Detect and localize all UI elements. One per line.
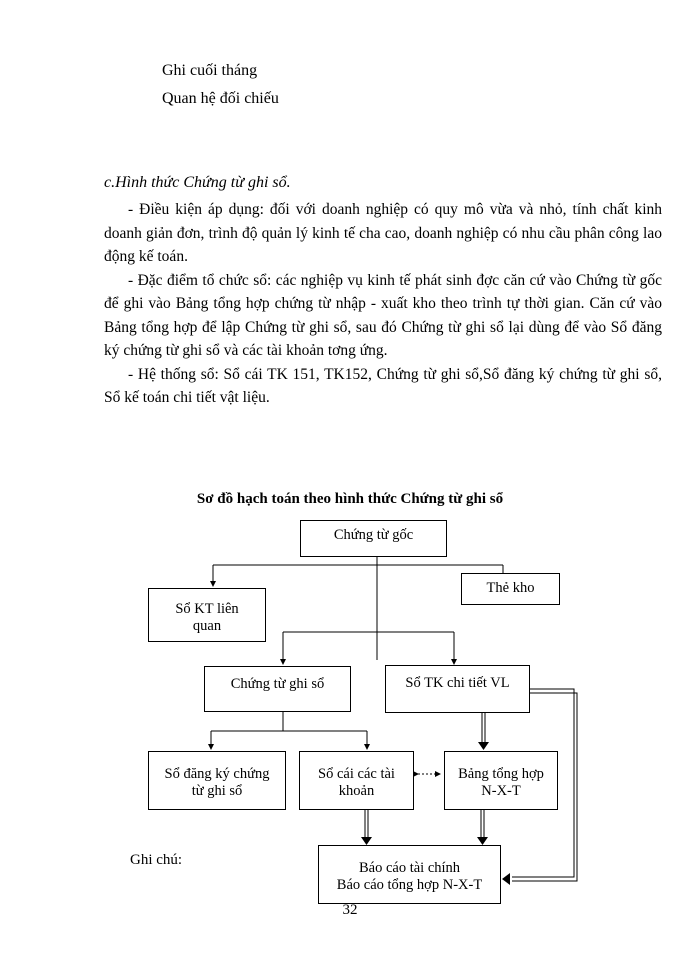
box-chung-tu-ghi-so [204,666,351,712]
paragraph-conditions: - Điều kiện áp dụng: đối với doanh nghiệp có quy mô vừa và nhỏ, tính chất kinh doanh giản đơn, trình độ quản lý kinh tế cha cao, doanh nghiệp có nhu cầu phân công lao động kế toán. [104,201,662,265]
box-bang-tong-hop [444,751,558,810]
double-arrowhead [478,742,489,750]
bang-tong-hop-line2: N-X-T [481,783,521,799]
the-kho-label: Thẻ kho [486,580,535,596]
box-so-dang-ky [148,751,286,810]
bao-cao-line1: Báo cáo tài chính [358,860,461,876]
box-bao-cao [318,845,501,904]
box-so-tk-chi-tiet [385,665,530,713]
note-label: Ghi chú: [130,852,183,868]
legend-monthly: Ghi cuối tháng [162,62,258,79]
so-tk-chi-tiet-label: Sổ TK chi tiết VL [405,675,510,691]
chung-tu-goc-label: Chứng từ gốc [333,527,414,543]
page-number: 32 [342,902,358,918]
box-so-kt-lien-quan [148,588,266,642]
box-chung-tu-goc [300,520,447,557]
box-the-kho [461,573,560,605]
so-kt-line2: quan [192,617,222,634]
outer-arrowhead [502,873,510,885]
so-cai-line1: Sổ cái các tài [318,766,395,782]
so-cai-line2: khoản [338,783,375,799]
so-cai-arrowhead [361,837,372,845]
box-so-cai [299,751,414,810]
so-dang-ky-line2: từ ghi sổ [191,783,243,799]
paragraph-books: - Hệ thống sổ: Sổ cái TK 151, TK152, Chứng từ ghi sổ,Sổ đăng ký chứng từ ghi sổ, Sổ kế toán chi tiết vật liệu. [104,365,662,406]
section-heading: c.Hình thức Chứng từ ghi sổ. [104,174,291,191]
paragraph-features: - Đặc điểm tổ chức sổ: các nghiệp vụ kinh tế phát sinh đợc căn cứ vào Chứng từ gốc để ghi vào Bảng tổng hợp chứng từ nhập - xuất kho theo trình tự thời gian. Căn cứ vào Bảng tổng hợp để lập Chứng từ ghi sổ, sau đó Chứng từ ghi sổ lại dùng để vào Sổ đăng ký chứng từ ghi sổ và các tài khoản tơng ứng. [104,271,662,359]
so-kt-line1: Sổ KT liên [175,600,239,617]
legend-reconcile: Quan hệ đối chiếu [162,90,279,107]
chung-tu-ghi-so-label: Chứng từ ghi sổ [230,676,325,692]
bang-tong-hop-line1: Bảng tổng hợp [458,766,544,782]
bang-arrowhead [477,837,488,845]
so-dang-ky-line1: Sổ đăng ký chứng [164,766,270,782]
diagram-title: Sơ đồ hạch toán theo hình thức Chứng từ ghi sổ [196,491,504,507]
bao-cao-line2: Báo cáo tổng hợp N-X-T [336,877,483,893]
